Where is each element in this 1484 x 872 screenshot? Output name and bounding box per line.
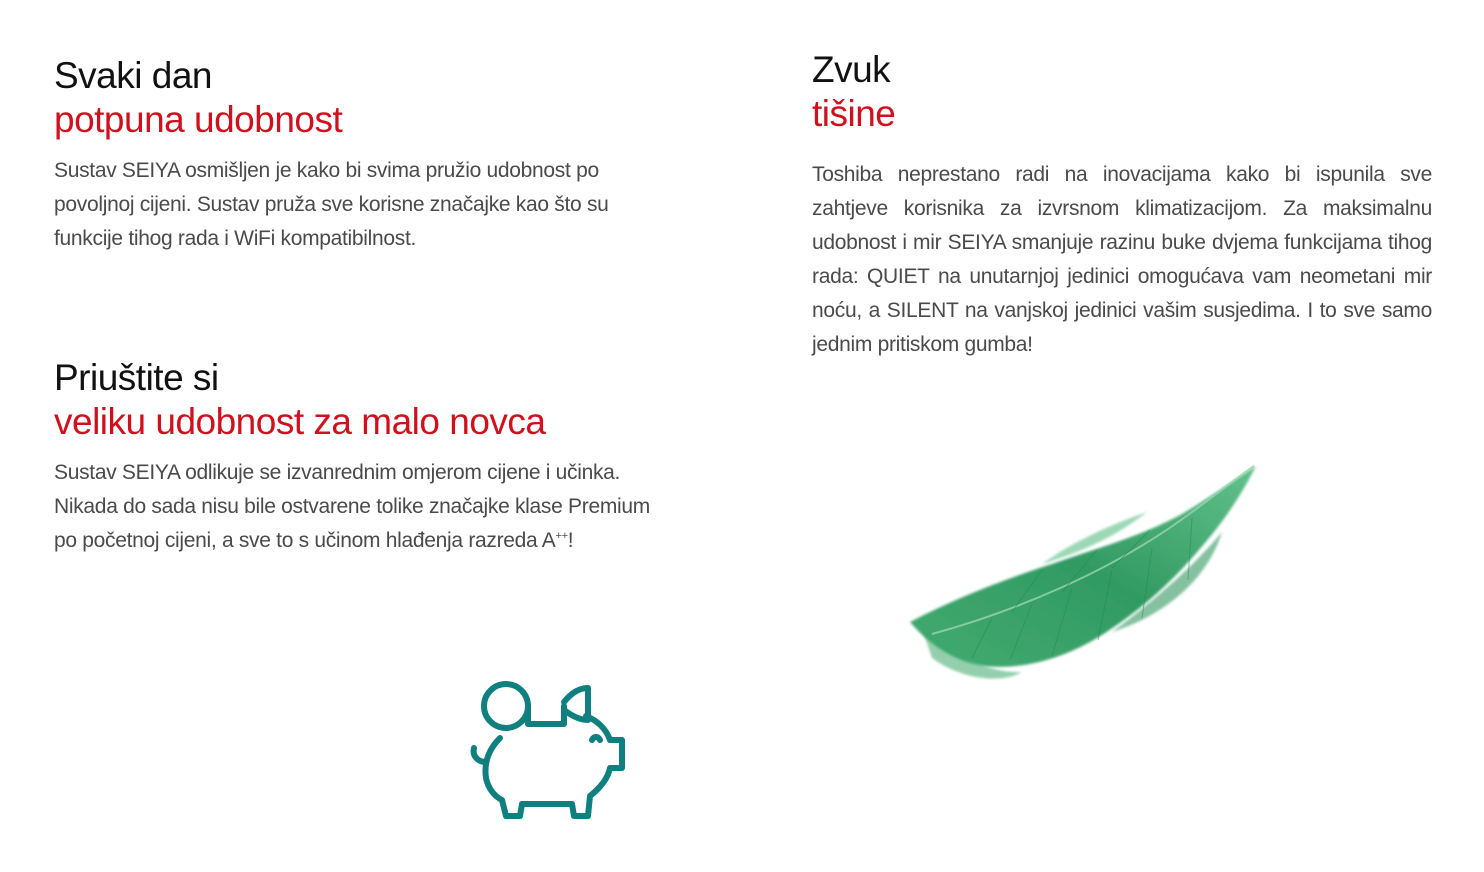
- section-value-title-line1: Priuštite si: [54, 357, 219, 398]
- section-comfort-title-line1: Svaki dan: [54, 55, 212, 96]
- section-comfort-title-line2: potpuna udobnost: [54, 99, 343, 140]
- section-value-body: [54, 456, 654, 558]
- section-value-body-text: Sustav SEIYA odlikuje se izvanrednim omjerom cijene i učinka. Nikada do sada nisu bile ostvarene tolike značajke klase Premium po početnoj cijeni, a sve to s učinom hlađenja razreda A: [54, 461, 650, 552]
- section-value: [54, 356, 654, 558]
- section-silence-body: Toshiba neprestano radi na inovacijama kako bi ispunila sve zahtjeve korisnika za izvrsnom klimatizacijom. Za maksimalnu udobnost i mir SEIYA smanjuje razinu buke dvjema funkcijama tihog rada: QUIET na unutarnjoj jedinici omogućava vam neometani mir noću, a SILENT na vanjskoj jedinici vašim susjedima. I to sve samo jednim pritiskom gumba!: [812, 163, 1432, 356]
- section-value-body-end: !: [567, 529, 574, 552]
- energy-class-superscript: ++: [555, 530, 568, 542]
- section-comfort-body: Sustav SEIYA osmišljen je kako bi svima pružio udobnost po povoljnoj cijeni. Sustav pruža sve korisne značajke kao što su funkcije tihog rada i WiFi kompatibilnost.: [54, 159, 609, 250]
- section-silence: [812, 48, 1432, 362]
- section-silence-title-line2: tišine: [812, 93, 896, 134]
- section-silence-title-line1: Zvuk: [812, 49, 891, 90]
- piggy-bank-icon: [468, 680, 630, 822]
- section-comfort: [54, 54, 674, 256]
- section-value-title-line2: veliku udobnost za malo novca: [54, 401, 546, 442]
- feather-icon: [892, 452, 1340, 708]
